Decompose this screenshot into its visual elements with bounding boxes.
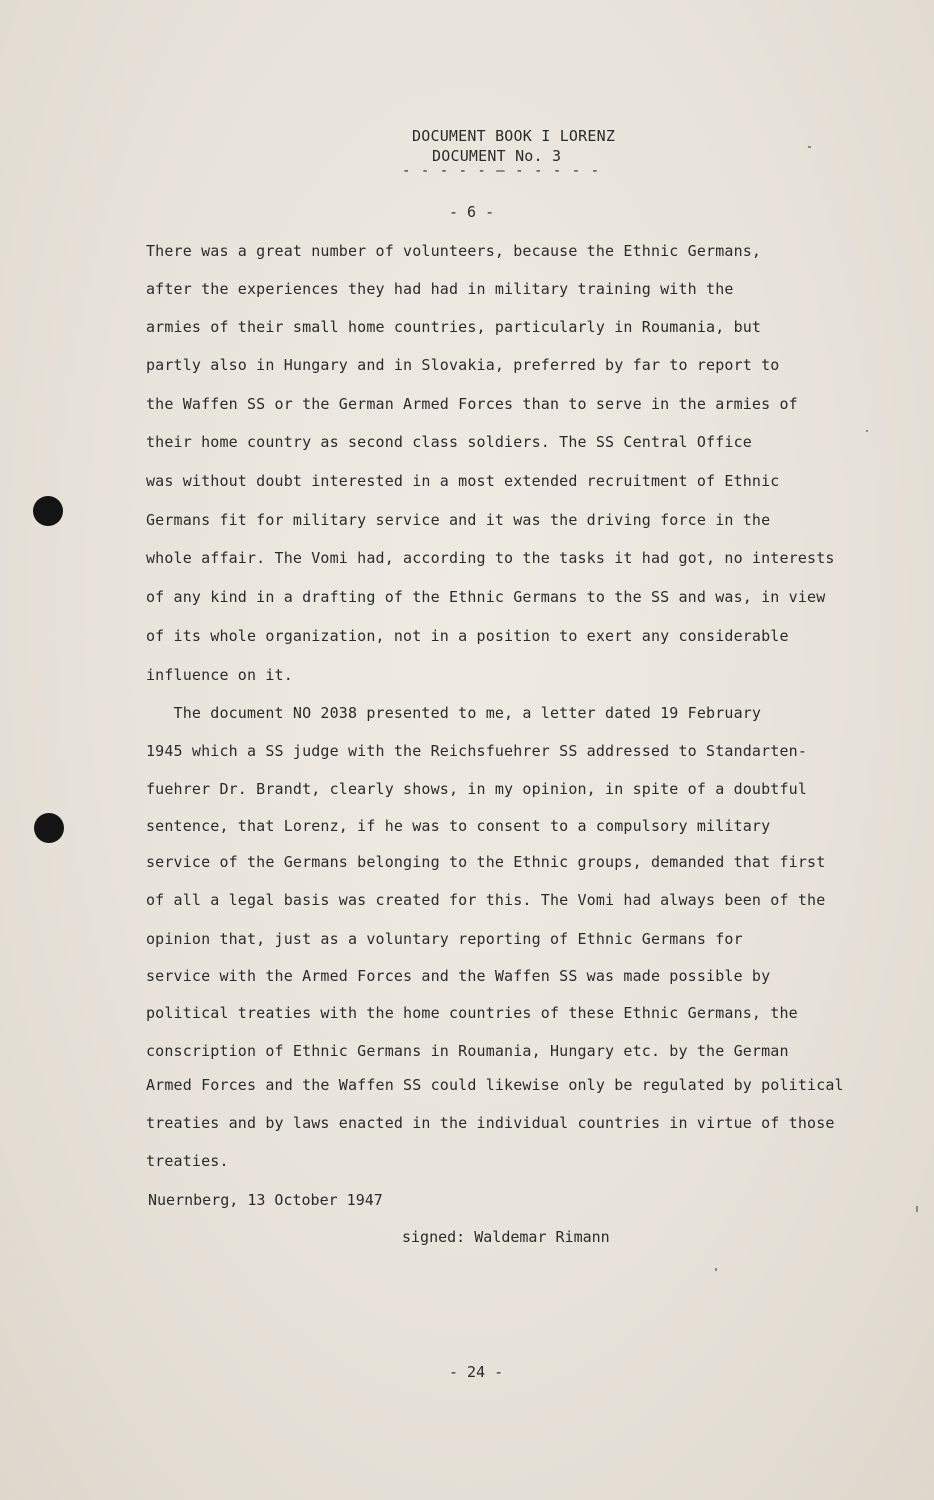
body-line: of any kind in a drafting of the Ethnic Germans to the SS and was, in view: [146, 588, 826, 606]
body-line: service of the Germans belonging to the Ethnic groups, demanded that first: [146, 853, 826, 871]
body-line: 1945 which a SS judge with the Reichsfuehrer SS addressed to Standarten-: [146, 742, 808, 760]
body-line: after the experiences they had had in military training with the: [146, 280, 734, 298]
body-line: Germans fit for military service and it was the driving force in the: [146, 511, 771, 529]
body-line: conscription of Ethnic Germans in Roumania, Hungary etc. by the German: [146, 1042, 789, 1060]
paper-speck: [916, 1206, 918, 1212]
body-line: opinion that, just as a voluntary reporting of Ethnic Germans for: [146, 930, 743, 948]
body-line: Armed Forces and the Waffen SS could likewise only be regulated by political: [146, 1076, 844, 1094]
paper-speck: [808, 146, 811, 148]
body-line: service with the Armed Forces and the Waffen SS was made possible by: [146, 967, 771, 985]
page-number: - 6 -: [449, 203, 495, 221]
punch-hole-lower: [34, 813, 64, 843]
header-line-1: DOCUMENT BOOK I LORENZ: [412, 127, 616, 145]
body-line: treaties.: [146, 1152, 229, 1170]
page-footer-number: - 24 -: [449, 1363, 504, 1381]
body-line: fuehrer Dr. Brandt, clearly shows, in my opinion, in spite of a doubtful: [146, 780, 808, 798]
header-line-2: DOCUMENT No. 3: [432, 147, 562, 165]
place-date: Nuernberg, 13 October 1947: [148, 1191, 383, 1209]
paper-speck: [715, 1268, 717, 1271]
body-line: was without doubt interested in a most extended recruitment of Ethnic: [146, 472, 780, 490]
body-line: influence on it.: [146, 666, 293, 684]
body-line: of all a legal basis was created for this. The Vomi had always been of the: [146, 891, 826, 909]
body-line: of its whole organization, not in a position to exert any considerable: [146, 627, 789, 645]
body-line: armies of their small home countries, particularly in Roumania, but: [146, 318, 762, 336]
body-line: the Waffen SS or the German Armed Forces than to serve in the armies of: [146, 395, 798, 413]
body-line: treaties and by laws enacted in the individual countries in virtue of those: [146, 1114, 835, 1132]
header-rule: - - - - - — - - - - -: [402, 163, 601, 179]
body-line: There was a great number of volunteers, because the Ethnic Germans,: [146, 242, 762, 260]
punch-hole-upper: [33, 496, 63, 526]
body-line: partly also in Hungary and in Slovakia, preferred by far to report to: [146, 356, 780, 374]
paper-speck: [866, 430, 868, 432]
document-header: [412, 126, 615, 166]
body-line: whole affair. The Vomi had, according to the tasks it had got, no interests: [146, 549, 835, 567]
signature: signed: Waldemar Rimann: [402, 1228, 610, 1246]
body-line: political treaties with the home countries of these Ethnic Germans, the: [146, 1004, 798, 1022]
body-line: sentence, that Lorenz, if he was to consent to a compulsory military: [146, 817, 771, 835]
body-line: their home country as second class soldiers. The SS Central Office: [146, 433, 752, 451]
body-line: The document NO 2038 presented to me, a letter dated 19 February: [146, 704, 762, 722]
